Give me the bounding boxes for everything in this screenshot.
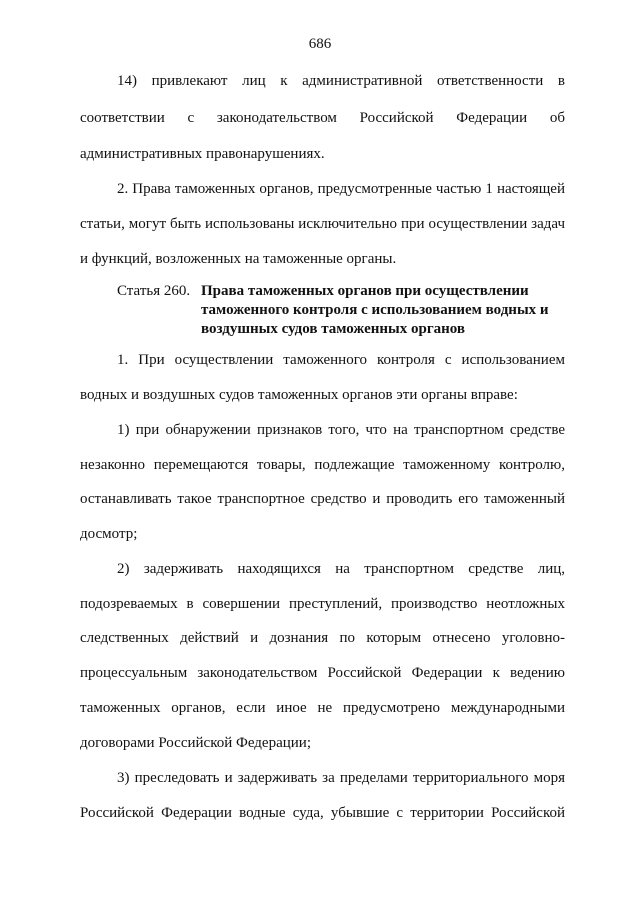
sub-2-line-1: 2) задерживать находящихся на транспортном средстве лиц, (117, 561, 565, 577)
para-1-line-2: водных и воздушных судов таможенных органов эти органы вправе: (80, 387, 518, 403)
sub-3-line-1: 3) преследовать и задерживать за пределами территориального моря (117, 770, 565, 786)
page-number: 686 (308, 36, 332, 52)
sub-2-line-5: таможенных органов, если иное не предусмотрено международными (80, 700, 565, 716)
article-title-line-2: таможенного контроля с использованием водных и (201, 302, 549, 318)
sub-2-line-4: процессуальным законодательством Российской Федерации к ведению (80, 665, 565, 681)
sub-3-line-2: Российской Федерации водные суда, убывшие с территории Российской (80, 805, 565, 821)
sub-2-line-2: подозреваемых в совершении преступлений, производство неотложных (80, 596, 565, 612)
sub-2-line-6: договорами Российской Федерации; (80, 735, 311, 751)
article-title-line-3: воздушных судов таможенных органов (201, 321, 465, 337)
sub-2-line-3: следственных действий и дознания по которым отнесено уголовно- (80, 630, 565, 646)
para-2-line-3: и функций, возложенных на таможенные органы. (80, 251, 397, 267)
item-14-line-2: соответствии с законодательством Российской Федерации об (80, 110, 565, 126)
para-2-line-2: статьи, могут быть использованы исключительно при осуществлении задач (80, 216, 565, 232)
sub-1-line-2: незаконно перемещаются товары, подлежащие таможенному контролю, (80, 457, 565, 473)
item-14-line-3: административных правонарушениях. (80, 146, 325, 162)
sub-1-line-4: досмотр; (80, 526, 138, 542)
item-14-line-1: 14) привлекают лиц к административной ответственности в (117, 73, 565, 89)
article-title-line-1: Права таможенных органов при осуществлении (201, 283, 529, 299)
sub-1-line-3: останавливать такое транспортное средство и проводить его таможенный (80, 491, 565, 507)
para-2-line-1: 2. Права таможенных органов, предусмотренные частью 1 настоящей (117, 181, 565, 197)
article-label: Статья 260. (117, 283, 191, 299)
sub-1-line-1: 1) при обнаружении признаков того, что на транспортном средстве (117, 422, 565, 438)
para-1-line-1: 1. При осуществлении таможенного контроля с использованием (117, 352, 565, 368)
